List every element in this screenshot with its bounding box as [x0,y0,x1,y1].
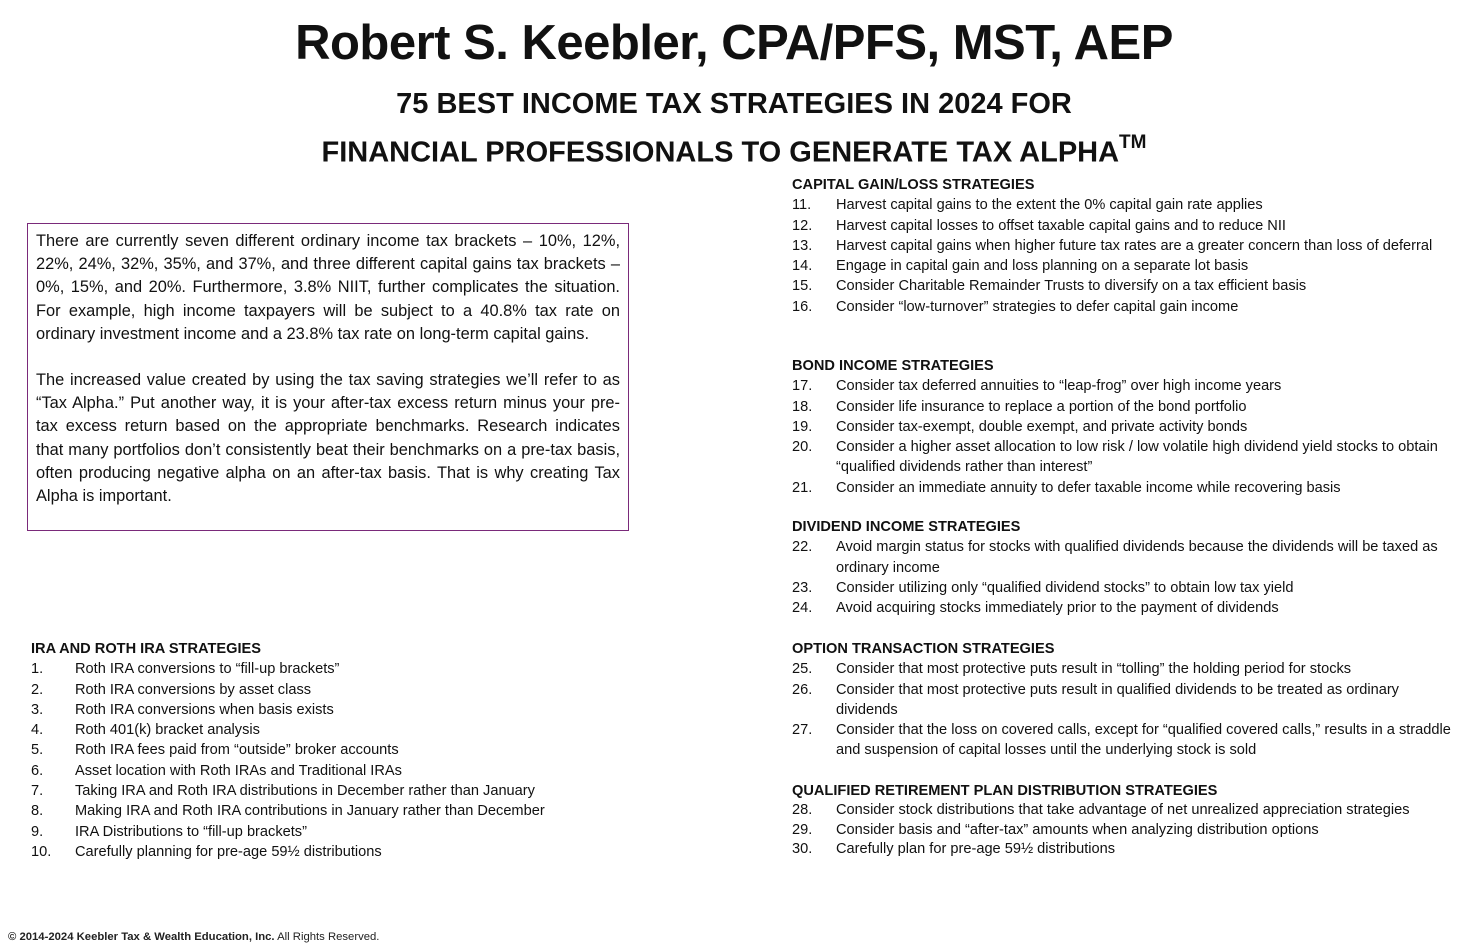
strategy-item [792,537,1452,578]
item-text: Consider tax-exempt, double exempt, and private activity bonds [836,418,1248,435]
item-number: 30. [792,840,813,857]
strategy-item [31,781,631,801]
strategy-item [31,659,631,679]
strategy-item [792,236,1452,256]
section-heading: IRA AND ROTH IRA STRATEGIES [31,641,261,657]
copyright-text: © 2014-2024 Keebler Tax & Wealth Education, Inc. [8,931,275,943]
rights-text: All Rights Reserved. [274,931,380,943]
copyright-footer [8,931,379,943]
item-text: Consider life insurance to replace a portion of the bond portfolio [836,398,1247,415]
section-heading: CAPITAL GAIN/LOSS STRATEGIES [792,177,1035,193]
item-text: Asset location with Roth IRAs and Traditional IRAs [75,762,402,779]
item-number: 25. [792,661,813,678]
item-number: 9. [31,823,44,840]
strategy-item [31,842,631,862]
strategy-item [31,740,631,760]
item-text: Roth IRA conversions by asset class [75,681,312,698]
item-text: Harvest capital losses to offset taxable capital gains and to reduce NII [836,217,1286,234]
bond-income-section [792,356,1452,498]
intro-paragraph-2: The increased value created by using the tax saving strategies we’ll refer to as “Tax Alpha.” Put another way, it is your after-tax excess return minus your pre-tax excess return based on the appropriate benchmarks. Research indicates that many portfolios don’t consistently beat their benchmarks on a pre-tax basis, often producing negative alpha on an after-tax basis. That is why creating Tax Alpha is important. [36,371,620,506]
strategy-item [792,297,1452,317]
strategy-item [792,578,1452,598]
item-number: 10. [31,843,52,860]
item-number: 26. [792,681,813,698]
title-line-1: 75 BEST INCOME TAX STRATEGIES IN 2024 FOR [396,88,1072,120]
title-line-2-text: FINANCIAL PROFESSIONALS TO GENERATE TAX ALPHA [321,136,1120,169]
item-text: Making IRA and Roth IRA contributions in January rather than December [75,803,545,820]
intro-box [27,223,629,531]
strategy-item [792,397,1452,417]
item-text: Carefully planning for pre-age 59½ distributions [75,843,382,860]
item-number: 22. [792,539,813,556]
item-number: 3. [31,701,44,718]
strategy-item [31,801,631,821]
strategy-item [792,417,1452,437]
item-text: Consider an immediate annuity to defer taxable income while recovering basis [836,479,1341,496]
strategy-item [792,376,1452,396]
option-transaction-section [792,639,1452,761]
item-text: Roth 401(k) bracket analysis [75,722,260,739]
item-number: 12. [792,217,813,234]
item-text: Consider a higher asset allocation to low risk / low volatile high dividend yield stocks to obtain “qualified dividends rather than interest” [836,439,1438,476]
item-number: 18. [792,398,813,415]
strategy-item [792,680,1452,721]
item-number: 2. [31,681,44,698]
strategy-item [792,195,1452,215]
item-number: 7. [31,783,44,800]
strategy-item [792,437,1452,478]
item-number: 29. [792,821,813,838]
item-text: Harvest capital gains when higher future tax rates are a greater concern than loss of deferral [836,237,1433,254]
item-number: 23. [792,579,813,596]
trademark-mark: TM [1119,132,1147,153]
item-text: Consider “low-turnover” strategies to defer capital gain income [836,298,1239,315]
item-number: 20. [792,439,813,456]
item-text: Consider that most protective puts result in qualified dividends to be treated as ordinary dividends [836,681,1399,718]
item-number: 11. [792,197,812,214]
strategy-item [31,720,631,740]
strategy-list [792,376,1452,498]
capital-gain-section [792,175,1452,317]
section-heading: QUALIFIED RETIREMENT PLAN DISTRIBUTION STRATEGIES [792,783,1218,799]
ira-section [31,639,631,862]
strategy-item [792,659,1452,679]
qualified-plan-section [792,781,1452,859]
item-number: 15. [792,278,813,295]
item-text: Carefully plan for pre-age 59½ distributions [836,840,1116,857]
item-number: 21. [792,479,813,496]
item-text: Avoid margin status for stocks with qualified dividends because the dividends will be taxed as ordinary income [836,539,1438,576]
item-text: IRA Distributions to “fill-up brackets” [75,823,307,840]
strategy-list [792,801,1452,859]
author-name: Robert S. Keebler, CPA/PFS, MST, AEP [295,16,1173,70]
section-heading: BOND INCOME STRATEGIES [792,358,994,374]
strategy-item [792,256,1452,276]
item-number: 14. [792,258,813,275]
item-number: 8. [31,803,44,820]
item-number: 13. [792,237,813,254]
item-number: 28. [792,802,813,819]
item-text: Consider utilizing only “qualified dividend stocks” to obtain low tax yield [836,579,1294,596]
item-number: 17. [792,378,813,395]
strategy-item [792,840,1452,859]
item-number: 19. [792,418,813,435]
item-text: Consider that most protective puts result in “tolling” the holding period for stocks [836,661,1352,678]
item-text: Consider tax deferred annuities to “leap-frog” over high income years [836,378,1282,395]
item-number: 24. [792,600,813,617]
strategy-list [792,195,1452,317]
item-text: Avoid acquiring stocks immediately prior to the payment of dividends [836,600,1279,617]
item-text: Consider stock distributions that take advantage of net unrealized appreciation strategies [836,802,1410,819]
strategy-item [792,720,1452,761]
strategy-item [31,822,631,842]
strategy-item [792,478,1452,498]
item-number: 27. [792,722,813,739]
strategy-item [792,801,1452,820]
strategy-list [792,659,1452,760]
intro-paragraph-1: There are currently seven different ordinary income tax brackets – 10%, 12%, 22%, 24%, 32%, 35%, and 37%, and three different capital gains tax brackets – 0%, 15%, and 20%. Furthermore, 3.8% NIIT, further complicates the situation. For example, high income taxpayers will be subject to a 40.8% tax rate on ordinary investment income and a 23.8% tax rate on long-term capital gains. [36,232,620,343]
item-text: Taking IRA and Roth IRA distributions in December rather than January [75,783,535,800]
item-number: 1. [31,661,44,678]
strategy-item [792,276,1452,296]
item-number: 6. [31,762,44,779]
item-text: Roth IRA fees paid from “outside” broker accounts [75,742,399,759]
item-text: Harvest capital gains to the extent the 0% capital gain rate applies [836,197,1263,214]
item-number: 16. [792,298,813,315]
strategy-item [31,700,631,720]
strategy-item [792,216,1452,236]
section-heading: OPTION TRANSACTION STRATEGIES [792,641,1055,657]
strategy-item [792,821,1452,840]
item-text: Consider basis and “after-tax” amounts when analyzing distribution options [836,821,1319,838]
item-number: 4. [31,722,44,739]
title-line-2 [0,128,1468,171]
strategy-item [31,761,631,781]
item-text: Roth IRA conversions when basis exists [75,701,334,718]
item-text: Engage in capital gain and loss planning on a separate lot basis [836,258,1249,275]
strategy-item [792,598,1452,618]
dividend-income-section [792,517,1452,618]
item-text: Consider that the loss on covered calls, except for “qualified covered calls,” results in a straddle and suspension of capital losses until the underlying stock is sold [836,722,1451,759]
item-number: 5. [31,742,44,759]
item-text: Roth IRA conversions to “fill-up brackets” [75,661,340,678]
section-heading: DIVIDEND INCOME STRATEGIES [792,519,1021,535]
strategy-list [31,659,631,862]
item-text: Consider Charitable Remainder Trusts to diversify on a tax efficient basis [836,278,1307,295]
strategy-list [792,537,1452,618]
strategy-item [31,680,631,700]
